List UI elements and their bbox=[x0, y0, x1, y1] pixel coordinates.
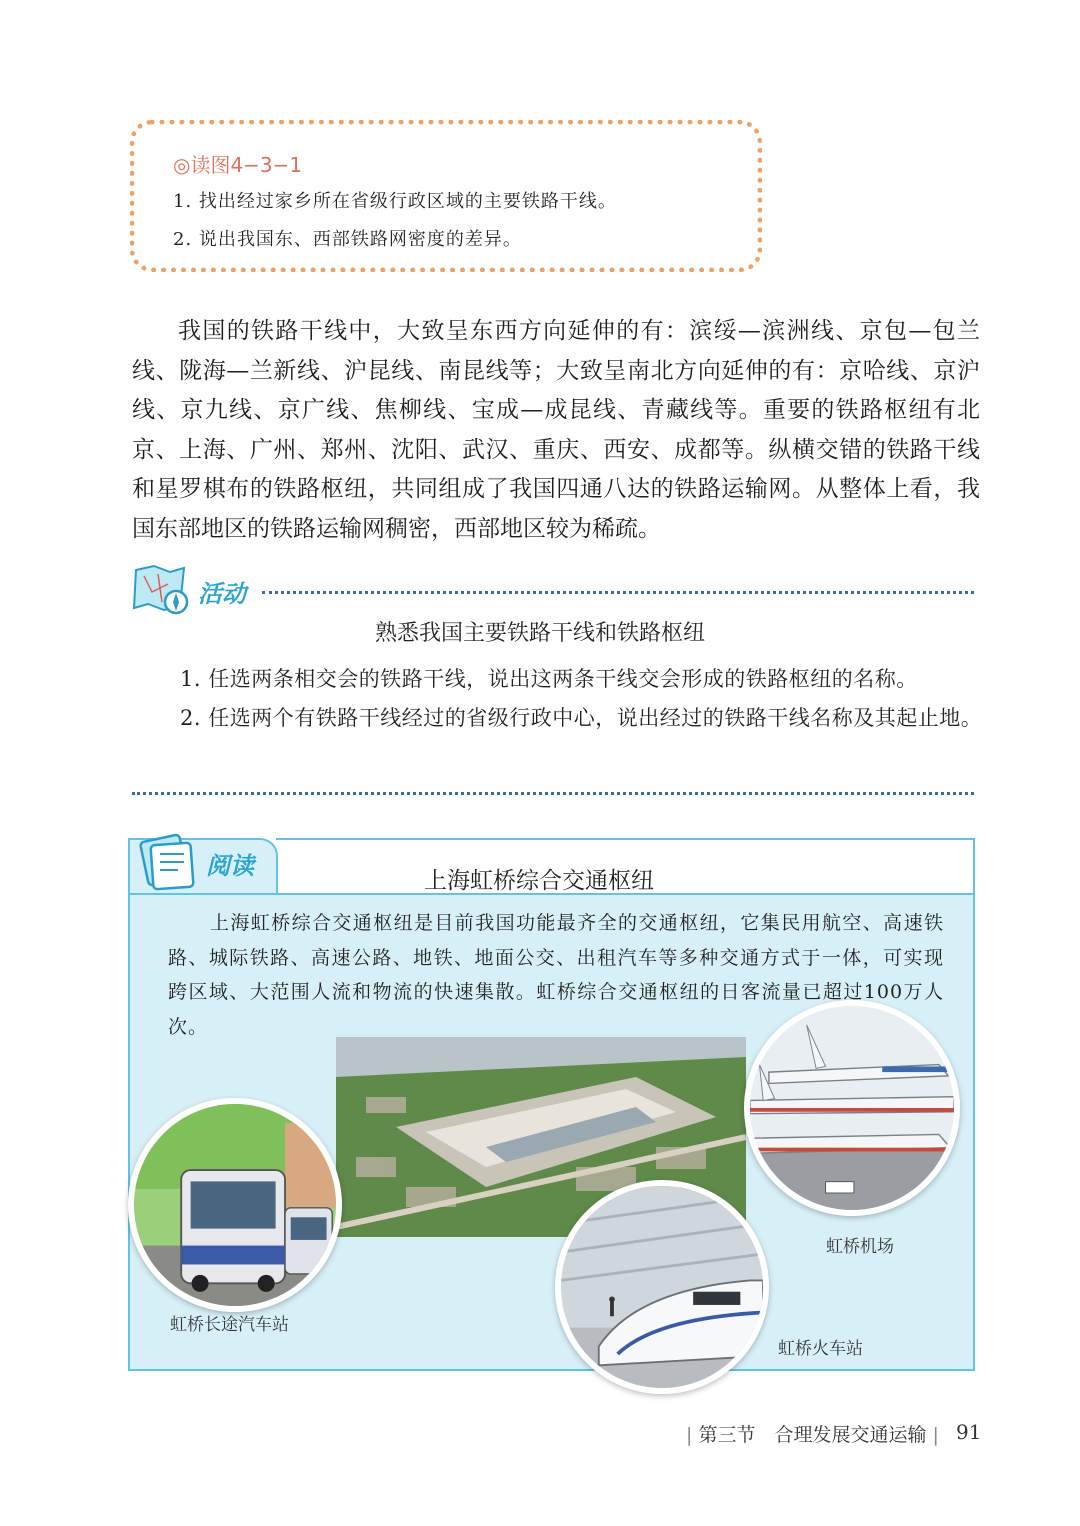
caption-bus-station: 虹桥长途汽车站 bbox=[170, 1315, 289, 1335]
reading-label: 阅读 bbox=[206, 852, 254, 880]
footer-section: | 第三节 合理发展交通运输 | bbox=[686, 1424, 939, 1446]
read-figure-title: ◎读图4−3−1 bbox=[173, 153, 303, 177]
reading-text: 上海虹桥综合交通枢纽是目前我国功能最齐全的交通枢纽，它集民用航空、高速铁路、城际铁路、高速公路、地铁、地面公交、出租汽车等多种交通方式于一体，可实现跨区域、大范围人流和物流的快速集散。虹桥综合交通枢纽的日客流量已超过100万人次。 bbox=[168, 912, 944, 1038]
main-paragraph: 我国的铁路干线中，大致呈东西方向延伸的有：滨绥—滨洲线、京包—包兰线、陇海—兰新线、沪昆线、南昆线等；大致呈南北方向延伸的有：京哈线、京沪线、京九线、京广线、焦柳线、宝成—成昆线、青藏线等。重要的铁路枢纽有北京、上海、广州、郑州、沈阳、武汉、重庆、西安、成都等。纵横交错的铁路干线和星罗棋布的铁路枢纽，共同组成了我国四通八达的铁路运输网。从整体上看，我国东部地区的铁路运输网稠密，西部地区较为稀疏。 bbox=[132, 318, 980, 542]
read-figure-box bbox=[130, 120, 762, 272]
map-compass-icon bbox=[130, 562, 190, 618]
footer-section-title: 第三节 合理发展交通运输 bbox=[698, 1424, 927, 1446]
activity-item-2: 2. 任选两个有铁路干线经过的省级行政中心，说出经过的铁路干线名称及其起止地。 bbox=[180, 706, 983, 730]
page-number: 91 bbox=[956, 1420, 982, 1444]
activity-divider-bottom bbox=[132, 792, 974, 795]
activity-divider-top bbox=[262, 591, 974, 594]
airport-photo bbox=[744, 1000, 960, 1216]
activity-title: 熟悉我国主要铁路干线和铁路枢纽 bbox=[374, 621, 705, 646]
caption-train-station: 虹桥火车站 bbox=[778, 1339, 863, 1359]
train-station-photo bbox=[555, 1180, 769, 1394]
activity-label: 活动 bbox=[198, 580, 246, 608]
caption-airport: 虹桥机场 bbox=[826, 1237, 894, 1257]
read-figure-item-2: 2. 说出我国东、西部铁路网密度的差异。 bbox=[173, 229, 522, 250]
book-icon bbox=[138, 832, 200, 894]
activity-item-1: 1. 任选两条相交会的铁路干线，说出这两条干线交会形成的铁路枢纽的名称。 bbox=[180, 667, 918, 691]
reading-title: 上海虹桥综合交通枢纽 bbox=[424, 868, 654, 894]
read-figure-item-1: 1. 找出经过家乡所在省级行政区域的主要铁路干线。 bbox=[173, 191, 617, 212]
bus-station-photo bbox=[128, 1098, 342, 1312]
